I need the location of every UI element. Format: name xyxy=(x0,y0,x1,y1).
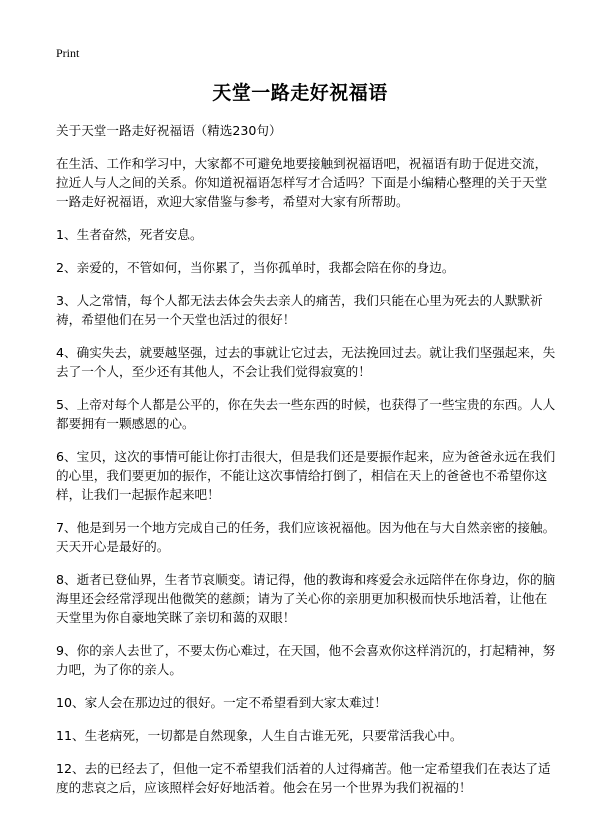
list-item: 7、他是到另一个地方完成自己的任务，我们应该祝福他。因为他在与大自然亲密的接触。天天开心是最好的。 xyxy=(56,520,556,554)
list-item: 8、逝者已登仙界，生者节哀顺变。请记得，他的教诲和疼爱会永远陪伴在你身边，你的脑海里还会经常浮现出他微笑的慈颜；请为了关心你的亲朋更加积极而快乐地活着，让他在天堂里为你自豪地笑眯了亲切和蔼的双眼！ xyxy=(56,572,556,625)
list-item: 4、确实失去，就要越坚强，过去的事就让它过去，无法挽回过去。就让我们坚强起来，失去了一个人，至少还有其他人，不会让我们觉得寂寞的！ xyxy=(56,345,556,379)
article-body xyxy=(56,121,556,811)
list-item: 5、上帝对每个人都是公平的，你在失去一些东西的时候，也获得了一些宝贵的东西。人人都要拥有一颗感恩的心。 xyxy=(56,397,556,431)
list-item: 10、家人会在那边过的很好。一定不希望看到大家太难过！ xyxy=(56,695,387,710)
print-label: Print xyxy=(56,46,80,60)
list-item: 2、亲爱的，不管如何，当你累了，当你孤单时，我都会陪在你的身边。 xyxy=(56,260,455,275)
article-subtitle: 关于天堂一路走好祝福语（精选230句） xyxy=(56,123,282,138)
list-item: 9、你的亲人去世了，不要太伤心难过，在天国，他不会喜欢你这样消沉的，打起精神，努力吧，为了你的亲人。 xyxy=(56,643,556,677)
list-item: 6、宝贝，这次的事情可能让你打击很大，但是我们还是要振作起来，应为爸爸永远在我们的心里，我们要更加的振作，不能让这次事情给打倒了，相信在天上的爸爸也不希望你这样，让我们一起振作起来吧！ xyxy=(56,449,556,502)
list-item: 12、去的已经去了，但他一定不希望我们活着的人过得痛苦。他一定希望我们在表达了适度的悲哀之后，应该照样会好好地活着。他会在另一个世界为我们祝福的！ xyxy=(56,761,551,795)
page-title: 天堂一路走好祝福语 xyxy=(212,82,388,104)
intro-paragraph: 在生活、工作和学习中，大家都不可避免地要接触到祝福语吧，祝福语有助于促进交流，拉近人与人之间的关系。你知道祝福语怎样写才合适吗？下面是小编精心整理的关于天堂一路走好祝福语，欢迎大家借鉴与参考，希望对大家有所帮助。 xyxy=(56,156,548,209)
list-item: 3、人之常情，每个人都无法去体会失去亲人的痛苦，我们只能在心里为死去的人默默祈祷，希望他们在另一个天堂也活过的很好！ xyxy=(56,293,543,327)
list-item: 11、生老病死，一切都是自然现象，人生自古谁无死，只要常活我心中。 xyxy=(56,728,463,743)
list-item: 1、生者奋然，死者安息。 xyxy=(56,227,203,242)
